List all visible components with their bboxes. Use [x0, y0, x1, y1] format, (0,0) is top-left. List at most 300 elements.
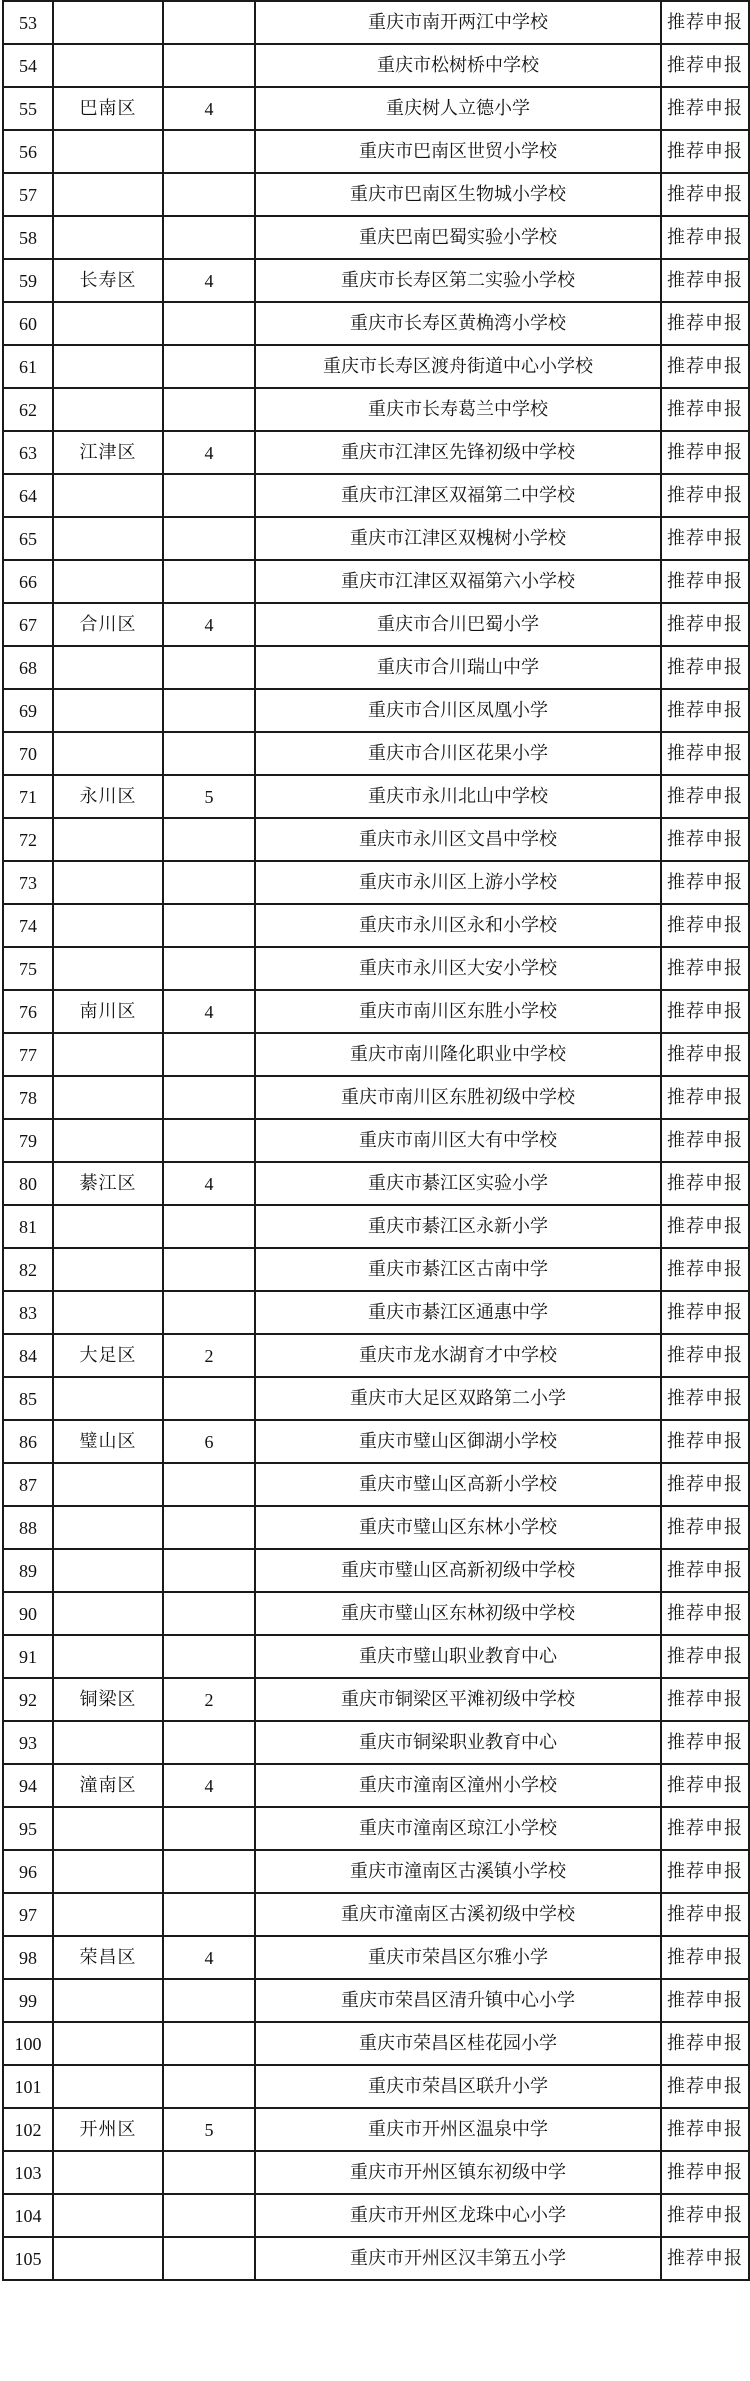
row-number-cell: 77: [3, 1033, 53, 1076]
status-cell: 推荐申报: [661, 1850, 749, 1893]
district-cell: [53, 1248, 163, 1291]
district-cell: 铜梁区: [53, 1678, 163, 1721]
status-cell: 推荐申报: [661, 302, 749, 345]
table-row: [3, 1119, 749, 1162]
quota-count-cell: 2: [163, 1334, 255, 1377]
row-number-cell: 67: [3, 603, 53, 646]
table-row: [3, 1936, 749, 1979]
table-row: [3, 2065, 749, 2108]
table-row: [3, 259, 749, 302]
row-number-cell: 103: [3, 2151, 53, 2194]
table-row: [3, 2022, 749, 2065]
status-cell: 推荐申报: [661, 259, 749, 302]
school-name-cell: 重庆巴南巴蜀实验小学校: [255, 216, 661, 259]
status-cell: 推荐申报: [661, 388, 749, 431]
district-cell: [53, 1291, 163, 1334]
school-name-cell: 重庆市潼南区琼江小学校: [255, 1807, 661, 1850]
status-cell: 推荐申报: [661, 1807, 749, 1850]
status-cell: 推荐申报: [661, 2237, 749, 2280]
status-cell: 推荐申报: [661, 1592, 749, 1635]
row-number-cell: 64: [3, 474, 53, 517]
table-row: [3, 1162, 749, 1205]
district-cell: [53, 1893, 163, 1936]
quota-count-cell: 5: [163, 2108, 255, 2151]
table-row: [3, 1764, 749, 1807]
district-cell: [53, 1807, 163, 1850]
quota-count-cell: [163, 1549, 255, 1592]
row-number-cell: 57: [3, 173, 53, 216]
district-cell: [53, 130, 163, 173]
district-cell: [53, 1721, 163, 1764]
quota-count-cell: [163, 818, 255, 861]
row-number-cell: 62: [3, 388, 53, 431]
table-row: [3, 603, 749, 646]
table-row: [3, 1291, 749, 1334]
row-number-cell: 56: [3, 130, 53, 173]
district-cell: [53, 302, 163, 345]
quota-count-cell: [163, 2194, 255, 2237]
status-cell: 推荐申报: [661, 2065, 749, 2108]
quota-count-cell: [163, 861, 255, 904]
school-name-cell: 重庆市合川区凤凰小学: [255, 689, 661, 732]
quota-count-cell: [163, 904, 255, 947]
quota-count-cell: [163, 646, 255, 689]
row-number-cell: 76: [3, 990, 53, 1033]
row-number-cell: 78: [3, 1076, 53, 1119]
school-list-table: [2, 0, 750, 2281]
status-cell: 推荐申报: [661, 1463, 749, 1506]
district-cell: [53, 1, 163, 44]
district-cell: [53, 818, 163, 861]
quota-count-cell: 4: [163, 1162, 255, 1205]
district-cell: [53, 861, 163, 904]
status-cell: 推荐申报: [661, 2108, 749, 2151]
school-name-cell: 重庆市南川区东胜小学校: [255, 990, 661, 1033]
status-cell: 推荐申报: [661, 130, 749, 173]
quota-count-cell: [163, 1033, 255, 1076]
school-name-cell: 重庆市綦江区通惠中学: [255, 1291, 661, 1334]
table-row: [3, 861, 749, 904]
school-name-cell: 重庆市巴南区生物城小学校: [255, 173, 661, 216]
school-name-cell: 重庆市荣昌区桂花园小学: [255, 2022, 661, 2065]
status-cell: 推荐申报: [661, 1119, 749, 1162]
school-name-cell: 重庆市江津区先锋初级中学校: [255, 431, 661, 474]
school-name-cell: 重庆市长寿区第二实验小学校: [255, 259, 661, 302]
table-row: [3, 1979, 749, 2022]
row-number-cell: 75: [3, 947, 53, 990]
status-cell: 推荐申报: [661, 818, 749, 861]
status-cell: 推荐申报: [661, 1635, 749, 1678]
table-row: [3, 1420, 749, 1463]
row-number-cell: 96: [3, 1850, 53, 1893]
quota-count-cell: 4: [163, 1936, 255, 1979]
district-cell: [53, 904, 163, 947]
quota-count-cell: [163, 1893, 255, 1936]
table-row: [3, 1, 749, 44]
status-cell: 推荐申报: [661, 1076, 749, 1119]
status-cell: 推荐申报: [661, 44, 749, 87]
school-name-cell: 重庆市长寿区黄桷湾小学校: [255, 302, 661, 345]
district-cell: [53, 1205, 163, 1248]
status-cell: 推荐申报: [661, 1334, 749, 1377]
row-number-cell: 79: [3, 1119, 53, 1162]
school-name-cell: 重庆市潼南区古溪初级中学校: [255, 1893, 661, 1936]
table-row: [3, 1592, 749, 1635]
quota-count-cell: [163, 130, 255, 173]
row-number-cell: 85: [3, 1377, 53, 1420]
school-name-cell: 重庆市永川区大安小学校: [255, 947, 661, 990]
status-cell: 推荐申报: [661, 646, 749, 689]
table-row: [3, 646, 749, 689]
row-number-cell: 88: [3, 1506, 53, 1549]
school-name-cell: 重庆市璧山区东林小学校: [255, 1506, 661, 1549]
quota-count-cell: [163, 560, 255, 603]
quota-count-cell: [163, 1807, 255, 1850]
table-row: [3, 517, 749, 560]
quota-count-cell: [163, 474, 255, 517]
quota-count-cell: [163, 1635, 255, 1678]
status-cell: 推荐申报: [661, 431, 749, 474]
status-cell: 推荐申报: [661, 732, 749, 775]
table-row: [3, 1807, 749, 1850]
row-number-cell: 59: [3, 259, 53, 302]
table-row: [3, 130, 749, 173]
table-row: [3, 431, 749, 474]
quota-count-cell: 2: [163, 1678, 255, 1721]
school-name-cell: 重庆市荣昌区清升镇中心小学: [255, 1979, 661, 2022]
status-cell: 推荐申报: [661, 1248, 749, 1291]
school-name-cell: 重庆市璧山区高新初级中学校: [255, 1549, 661, 1592]
school-name-cell: 重庆市开州区汉丰第五小学: [255, 2237, 661, 2280]
status-cell: 推荐申报: [661, 2194, 749, 2237]
school-name-cell: 重庆市永川区文昌中学校: [255, 818, 661, 861]
district-cell: [53, 732, 163, 775]
school-name-cell: 重庆市永川区上游小学校: [255, 861, 661, 904]
school-name-cell: 重庆市合川瑞山中学: [255, 646, 661, 689]
school-name-cell: 重庆市南川区大有中学校: [255, 1119, 661, 1162]
district-cell: [53, 517, 163, 560]
school-name-cell: 重庆市开州区温泉中学: [255, 2108, 661, 2151]
table-row: [3, 2237, 749, 2280]
school-list-body: [3, 1, 749, 2280]
status-cell: 推荐申报: [661, 1721, 749, 1764]
status-cell: 推荐申报: [661, 1936, 749, 1979]
row-number-cell: 65: [3, 517, 53, 560]
school-name-cell: 重庆市綦江区古南中学: [255, 1248, 661, 1291]
status-cell: 推荐申报: [661, 345, 749, 388]
table-row: [3, 1033, 749, 1076]
quota-count-cell: [163, 302, 255, 345]
district-cell: 开州区: [53, 2108, 163, 2151]
table-row: [3, 1463, 749, 1506]
school-name-cell: 重庆树人立德小学: [255, 87, 661, 130]
quota-count-cell: [163, 2065, 255, 2108]
district-cell: 南川区: [53, 990, 163, 1033]
row-number-cell: 73: [3, 861, 53, 904]
district-cell: 合川区: [53, 603, 163, 646]
district-cell: [53, 173, 163, 216]
table-row: [3, 1334, 749, 1377]
school-name-cell: 重庆市合川巴蜀小学: [255, 603, 661, 646]
table-row: [3, 345, 749, 388]
table-row: [3, 388, 749, 431]
quota-count-cell: [163, 44, 255, 87]
quota-count-cell: [163, 173, 255, 216]
table-row: [3, 1506, 749, 1549]
quota-count-cell: [163, 732, 255, 775]
row-number-cell: 72: [3, 818, 53, 861]
row-number-cell: 74: [3, 904, 53, 947]
row-number-cell: 100: [3, 2022, 53, 2065]
quota-count-cell: [163, 1850, 255, 1893]
school-name-cell: 重庆市綦江区永新小学: [255, 1205, 661, 1248]
district-cell: [53, 2194, 163, 2237]
table-row: [3, 1549, 749, 1592]
row-number-cell: 95: [3, 1807, 53, 1850]
school-name-cell: 重庆市巴南区世贸小学校: [255, 130, 661, 173]
school-name-cell: 重庆市綦江区实验小学: [255, 1162, 661, 1205]
status-cell: 推荐申报: [661, 1, 749, 44]
district-cell: [53, 1463, 163, 1506]
row-number-cell: 87: [3, 1463, 53, 1506]
row-number-cell: 69: [3, 689, 53, 732]
table-row: [3, 689, 749, 732]
row-number-cell: 90: [3, 1592, 53, 1635]
quota-count-cell: [163, 1119, 255, 1162]
row-number-cell: 68: [3, 646, 53, 689]
row-number-cell: 104: [3, 2194, 53, 2237]
table-row: [3, 732, 749, 775]
quota-count-cell: [163, 1377, 255, 1420]
school-name-cell: 重庆市璧山区高新小学校: [255, 1463, 661, 1506]
table-row: [3, 1377, 749, 1420]
district-cell: 荣昌区: [53, 1936, 163, 1979]
school-name-cell: 重庆市南开两江中学校: [255, 1, 661, 44]
row-number-cell: 82: [3, 1248, 53, 1291]
table-row: [3, 216, 749, 259]
row-number-cell: 84: [3, 1334, 53, 1377]
district-cell: [53, 1979, 163, 2022]
row-number-cell: 101: [3, 2065, 53, 2108]
row-number-cell: 105: [3, 2237, 53, 2280]
row-number-cell: 102: [3, 2108, 53, 2151]
school-name-cell: 重庆市南川隆化职业中学校: [255, 1033, 661, 1076]
table-row: [3, 990, 749, 1033]
row-number-cell: 61: [3, 345, 53, 388]
quota-count-cell: 4: [163, 87, 255, 130]
school-name-cell: 重庆市璧山区东林初级中学校: [255, 1592, 661, 1635]
table-row: [3, 1678, 749, 1721]
row-number-cell: 81: [3, 1205, 53, 1248]
row-number-cell: 60: [3, 302, 53, 345]
status-cell: 推荐申报: [661, 1420, 749, 1463]
quota-count-cell: 5: [163, 775, 255, 818]
quota-count-cell: 4: [163, 1764, 255, 1807]
row-number-cell: 99: [3, 1979, 53, 2022]
school-name-cell: 重庆市合川区花果小学: [255, 732, 661, 775]
table-row: [3, 1721, 749, 1764]
table-row: [3, 904, 749, 947]
row-number-cell: 66: [3, 560, 53, 603]
row-number-cell: 53: [3, 1, 53, 44]
school-name-cell: 重庆市江津区双槐树小学校: [255, 517, 661, 560]
status-cell: 推荐申报: [661, 1205, 749, 1248]
district-cell: [53, 44, 163, 87]
status-cell: 推荐申报: [661, 1506, 749, 1549]
school-name-cell: 重庆市璧山区御湖小学校: [255, 1420, 661, 1463]
table-row: [3, 1635, 749, 1678]
status-cell: 推荐申报: [661, 904, 749, 947]
row-number-cell: 91: [3, 1635, 53, 1678]
status-cell: 推荐申报: [661, 947, 749, 990]
row-number-cell: 83: [3, 1291, 53, 1334]
table-row: [3, 818, 749, 861]
quota-count-cell: 4: [163, 259, 255, 302]
row-number-cell: 71: [3, 775, 53, 818]
district-cell: [53, 689, 163, 732]
school-name-cell: 重庆市铜梁区平滩初级中学校: [255, 1678, 661, 1721]
school-name-cell: 重庆市龙水湖育才中学校: [255, 1334, 661, 1377]
district-cell: [53, 560, 163, 603]
quota-count-cell: [163, 1979, 255, 2022]
row-number-cell: 70: [3, 732, 53, 775]
quota-count-cell: [163, 1076, 255, 1119]
quota-count-cell: [163, 345, 255, 388]
district-cell: 长寿区: [53, 259, 163, 302]
district-cell: 璧山区: [53, 1420, 163, 1463]
status-cell: 推荐申报: [661, 173, 749, 216]
district-cell: [53, 1377, 163, 1420]
status-cell: 推荐申报: [661, 603, 749, 646]
table-row: [3, 1893, 749, 1936]
row-number-cell: 58: [3, 216, 53, 259]
district-cell: [53, 1506, 163, 1549]
quota-count-cell: [163, 1205, 255, 1248]
district-cell: [53, 345, 163, 388]
status-cell: 推荐申报: [661, 1678, 749, 1721]
table-row: [3, 302, 749, 345]
row-number-cell: 93: [3, 1721, 53, 1764]
district-cell: [53, 646, 163, 689]
table-row: [3, 560, 749, 603]
school-name-cell: 重庆市永川北山中学校: [255, 775, 661, 818]
quota-count-cell: [163, 388, 255, 431]
quota-count-cell: [163, 1463, 255, 1506]
school-name-cell: 重庆市永川区永和小学校: [255, 904, 661, 947]
row-number-cell: 94: [3, 1764, 53, 1807]
district-cell: [53, 216, 163, 259]
row-number-cell: 55: [3, 87, 53, 130]
school-name-cell: 重庆市潼南区潼州小学校: [255, 1764, 661, 1807]
status-cell: 推荐申报: [661, 861, 749, 904]
quota-count-cell: [163, 1506, 255, 1549]
row-number-cell: 89: [3, 1549, 53, 1592]
school-name-cell: 重庆市铜梁职业教育中心: [255, 1721, 661, 1764]
status-cell: 推荐申报: [661, 1549, 749, 1592]
school-name-cell: 重庆市开州区镇东初级中学: [255, 2151, 661, 2194]
row-number-cell: 97: [3, 1893, 53, 1936]
school-name-cell: 重庆市潼南区古溪镇小学校: [255, 1850, 661, 1893]
district-cell: [53, 2151, 163, 2194]
district-cell: [53, 2065, 163, 2108]
district-cell: [53, 1119, 163, 1162]
district-cell: [53, 1033, 163, 1076]
quota-count-cell: 4: [163, 431, 255, 474]
status-cell: 推荐申报: [661, 1291, 749, 1334]
status-cell: 推荐申报: [661, 990, 749, 1033]
table-row: [3, 87, 749, 130]
school-name-cell: 重庆市璧山职业教育中心: [255, 1635, 661, 1678]
row-number-cell: 92: [3, 1678, 53, 1721]
district-cell: 江津区: [53, 431, 163, 474]
quota-count-cell: [163, 1592, 255, 1635]
school-name-cell: 重庆市江津区双福第六小学校: [255, 560, 661, 603]
quota-count-cell: 4: [163, 603, 255, 646]
status-cell: 推荐申报: [661, 775, 749, 818]
district-cell: [53, 388, 163, 431]
district-cell: [53, 1076, 163, 1119]
table-row: [3, 947, 749, 990]
school-name-cell: 重庆市荣昌区联升小学: [255, 2065, 661, 2108]
district-cell: 永川区: [53, 775, 163, 818]
district-cell: [53, 1635, 163, 1678]
school-name-cell: 重庆市开州区龙珠中心小学: [255, 2194, 661, 2237]
school-name-cell: 重庆市长寿区渡舟街道中心小学校: [255, 345, 661, 388]
school-name-cell: 重庆市南川区东胜初级中学校: [255, 1076, 661, 1119]
table-row: [3, 2108, 749, 2151]
quota-count-cell: [163, 1, 255, 44]
table-row: [3, 1850, 749, 1893]
row-number-cell: 80: [3, 1162, 53, 1205]
district-cell: 大足区: [53, 1334, 163, 1377]
table-row: [3, 775, 749, 818]
table-row: [3, 1205, 749, 1248]
quota-count-cell: [163, 947, 255, 990]
table-row: [3, 173, 749, 216]
status-cell: 推荐申报: [661, 560, 749, 603]
table-row: [3, 1248, 749, 1291]
school-name-cell: 重庆市大足区双路第二小学: [255, 1377, 661, 1420]
row-number-cell: 98: [3, 1936, 53, 1979]
district-cell: [53, 1549, 163, 1592]
district-cell: [53, 1850, 163, 1893]
status-cell: 推荐申报: [661, 474, 749, 517]
district-cell: 潼南区: [53, 1764, 163, 1807]
quota-count-cell: [163, 1291, 255, 1334]
status-cell: 推荐申报: [661, 1377, 749, 1420]
status-cell: 推荐申报: [661, 1979, 749, 2022]
school-name-cell: 重庆市荣昌区尔雅小学: [255, 1936, 661, 1979]
school-name-cell: 重庆市江津区双福第二中学校: [255, 474, 661, 517]
status-cell: 推荐申报: [661, 2022, 749, 2065]
quota-count-cell: [163, 2151, 255, 2194]
status-cell: 推荐申报: [661, 1764, 749, 1807]
status-cell: 推荐申报: [661, 517, 749, 560]
quota-count-cell: [163, 689, 255, 732]
table-row: [3, 474, 749, 517]
school-name-cell: 重庆市松树桥中学校: [255, 44, 661, 87]
row-number-cell: 63: [3, 431, 53, 474]
table-row: [3, 2151, 749, 2194]
quota-count-cell: [163, 216, 255, 259]
quota-count-cell: [163, 2237, 255, 2280]
quota-count-cell: [163, 2022, 255, 2065]
district-cell: [53, 2022, 163, 2065]
table-row: [3, 2194, 749, 2237]
status-cell: 推荐申报: [661, 1162, 749, 1205]
district-cell: 巴南区: [53, 87, 163, 130]
table-row: [3, 44, 749, 87]
